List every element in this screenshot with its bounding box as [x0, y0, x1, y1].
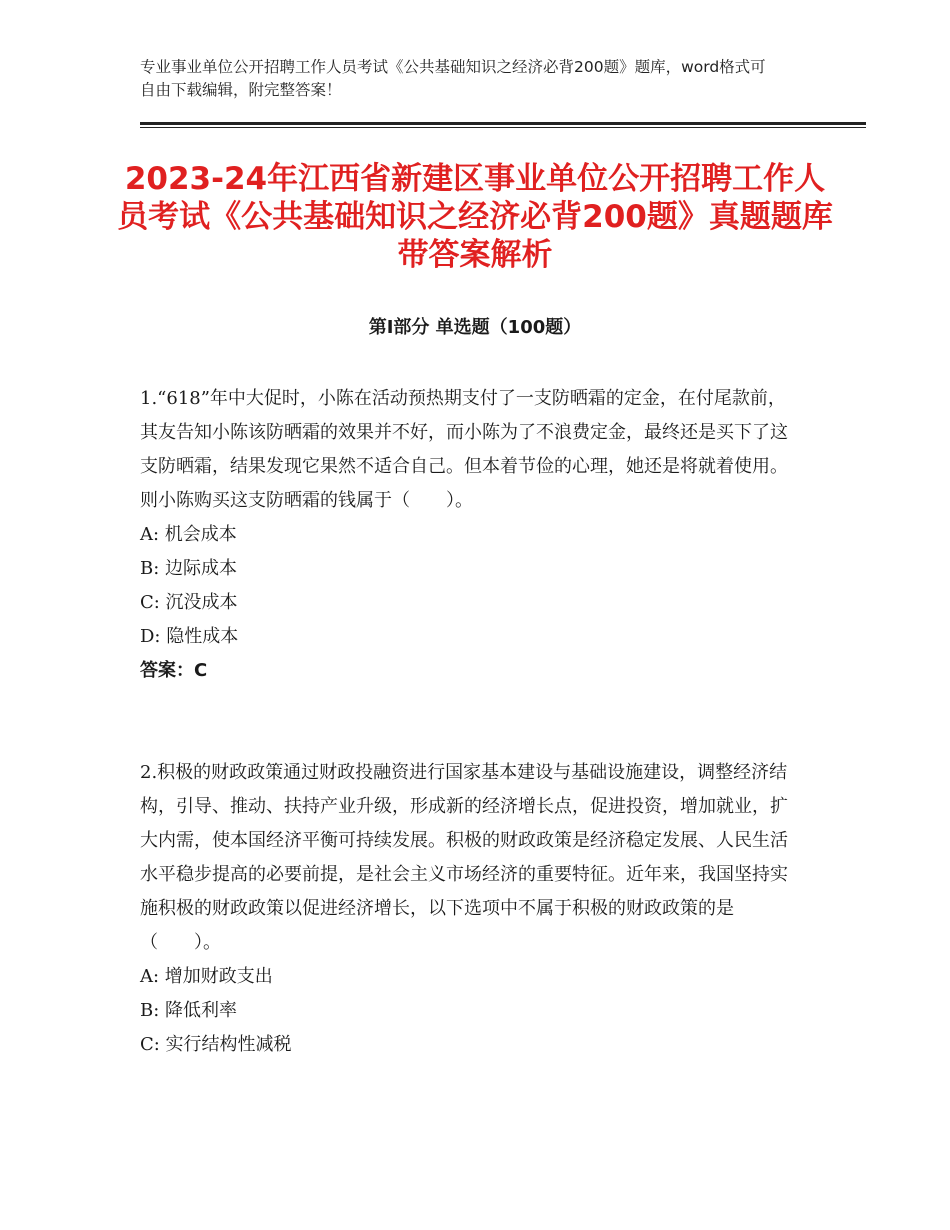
option-c: C: 沉没成本 [140, 592, 238, 613]
answer: 答案：C [140, 660, 208, 681]
option-a: A: 增加财政支出 [140, 966, 273, 987]
option-b: B: 边际成本 [140, 558, 238, 579]
option-d: D: 隐性成本 [140, 626, 239, 647]
question-stem: 2.积极的财政政策通过财政投融资进行国家基本建设与基础设施建设，调整经济结构，引导、推动、扶持产业升级，形成新的经济增长点，促进投资，增加就业，扩大内需，使本国经济平衡可持续发展。积极的财政政策是经济稳定发展、人民生活水平稳步提高的必要前提，是社会主义市场经济的重要特征。近年来，我国坚持实施积极的财政政策以促进经济增长，以下选项中不属于积极的财政政策的是（ ）。 [140, 762, 788, 953]
option-a: A: 机会成本 [140, 524, 237, 545]
header-rule-thin [140, 127, 866, 128]
question-2 [140, 756, 800, 1062]
option-c: C: 实行结构性减税 [140, 1034, 292, 1055]
option-b: B: 降低利率 [140, 1000, 238, 1021]
header-rule-thick [140, 122, 866, 125]
section-title: 第Ⅰ部分 单选题（100题） [368, 317, 582, 338]
question-stem: 1.“618”年中大促时，小陈在活动预热期支付了一支防晒霜的定金，在付尾款前，其友告知小陈该防晒霜的效果并不好，而小陈为了不浪费定金，最终还是买下了这支防晒霜，结果发现它果然不适合自己。但本着节俭的心理，她还是将就着使用。则小陈购买这支防晒霜的钱属于（ ）。 [140, 388, 788, 511]
question-1 [140, 382, 800, 688]
header-note: 专业事业单位公开招聘工作人员考试《公共基础知识之经济必背200题》题库，word格式可自由下载编辑，附完整答案！ [140, 58, 766, 99]
document-title: 2023-24年江西省新建区事业单位公开招聘工作人员考试《公共基础知识之经济必背200题》真题题库带答案解析 [117, 161, 833, 273]
